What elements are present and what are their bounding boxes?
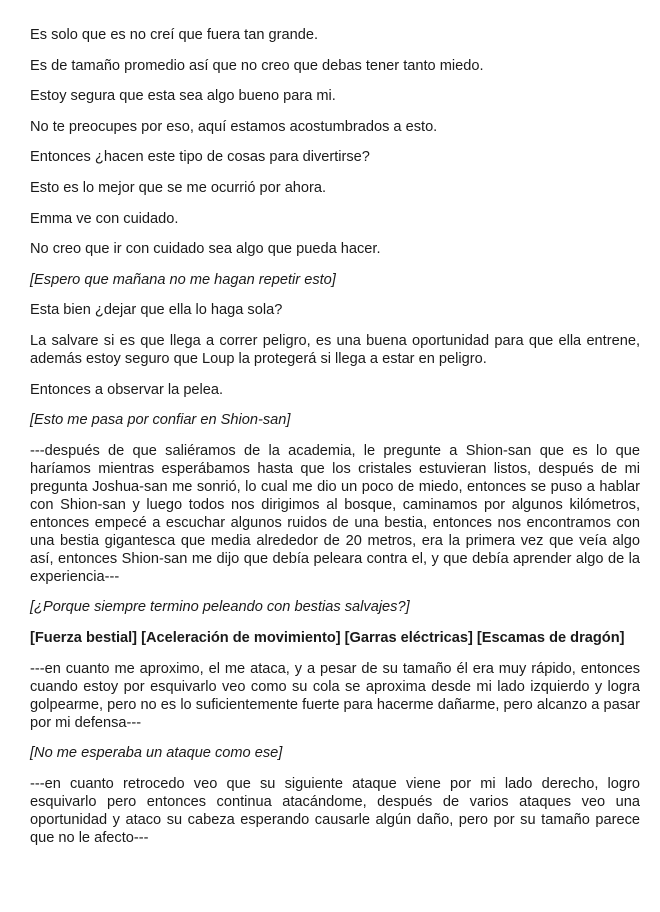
dialogue-line: No te preocupes por eso, aquí estamos acostumbrados a esto.: [30, 118, 438, 135]
skill-activation: [Fuerza bestial] [Aceleración de movimiento] [Garras eléctricas] [Escamas de dragón]: [30, 629, 625, 646]
inner-thought: [Espero que mañana no me hagan repetir esto]: [30, 271, 336, 288]
dialogue-line: La salvare si es que llega a correr peligro, es una buena oportunidad para que ella entrene, además estoy seguro que Loup la protegerá si llega a estar en peligro.: [30, 332, 640, 367]
dialogue-line: Estoy segura que esta sea algo bueno para mi.: [30, 88, 336, 105]
dialogue-line: Esto es lo mejor que se me ocurrió por ahora.: [30, 179, 327, 196]
dialogue-line: Entonces a observar la pelea.: [30, 381, 224, 398]
inner-thought: [¿Porque siempre termino peleando con bestias salvajes?]: [30, 599, 410, 616]
narration-paragraph: ---en cuanto me aproximo, el me ataca, y a pesar de su tamaño él era muy rápido, entonces cuando estoy por esquivarlo veo como su cola se aproxima desde mi lado izquierdo y logra golpearme, pero no es lo suficientemente fuerte para hacerme dañarme, pero alcanzo a pasar por mi defensa---: [30, 660, 640, 731]
inner-thought: [No me esperaba un ataque como ese]: [30, 745, 283, 762]
dialogue-line: Emma ve con cuidado.: [30, 210, 179, 227]
dialogue-line: Entonces ¿hacen este tipo de cosas para divertirse?: [30, 149, 370, 166]
document-page: [30, 26, 640, 859]
narration-paragraph: ---en cuanto retrocedo veo que su siguiente ataque viene por mi lado derecho, logro esquivarlo pero entonces continua atacándome, después de varios ataques veo una oportunidad y ataco su cabeza esperando causarle algún daño, pero por su tamaño parece que no le afecto---: [30, 775, 640, 846]
dialogue-line: Esta bien ¿dejar que ella lo haga sola?: [30, 302, 283, 319]
inner-thought: [Esto me pasa por confiar en Shion-san]: [30, 412, 291, 429]
dialogue-line: No creo que ir con cuidado sea algo que pueda hacer.: [30, 241, 381, 258]
dialogue-line: Es de tamaño promedio así que no creo que debas tener tanto miedo.: [30, 57, 484, 74]
narration-paragraph: ---después de que saliéramos de la academia, le pregunte a Shion-san que es lo que haríamos mientras esperábamos hasta que los cristales estuvieran listos, después de mi pregunta Joshua-san me sonrió, lo cual me dio un poco de miedo, entonces se puso a hablar con Shion-san y luego todos nos dirigimos al bosque, caminamos por algunos kilómetros, entonces empecé a escuchar algunos ruidos de una bestia, entonces nos encontramos con una bestia gigantesca que media alrededor de 20 metros, era la primera vez que veía algo así, entonces Shion-san me dijo que debía peleara contra el, y que debía aprender algo de la experiencia---: [30, 442, 640, 585]
dialogue-line: Es solo que es no creí que fuera tan grande.: [30, 27, 319, 43]
